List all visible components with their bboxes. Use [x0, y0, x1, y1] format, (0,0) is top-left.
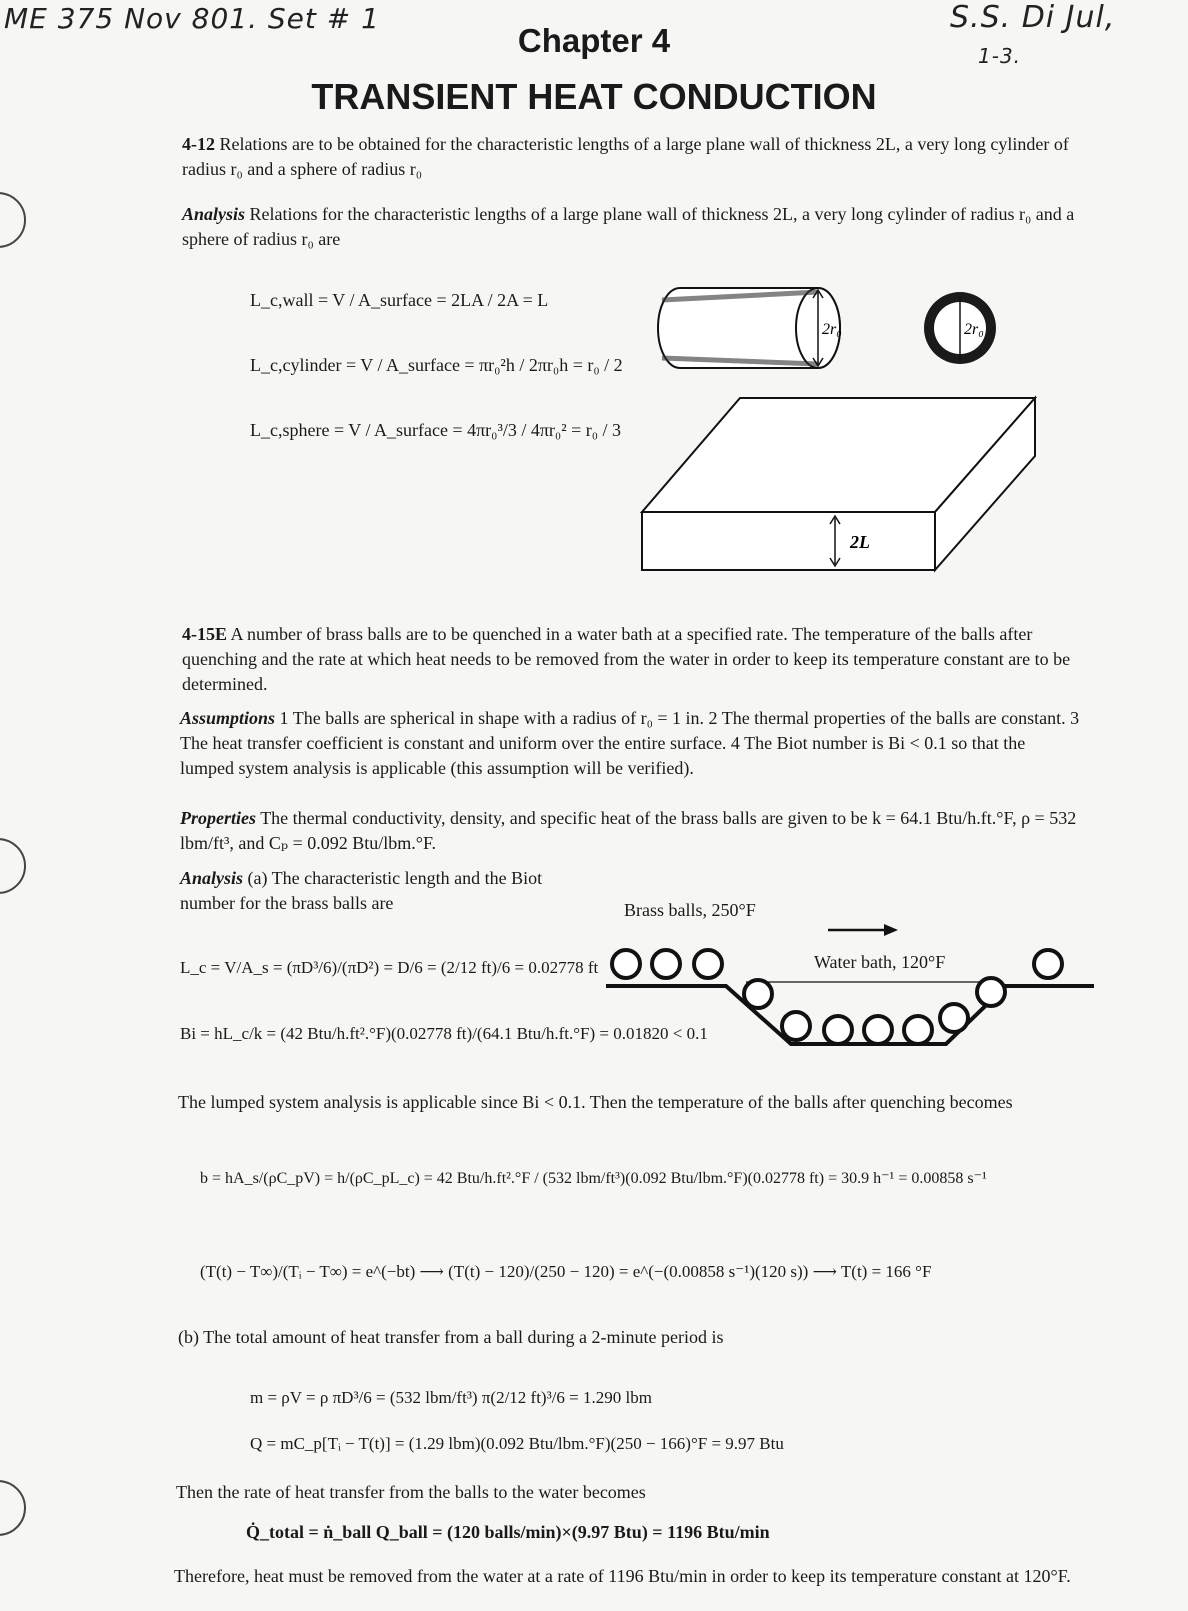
author-note: S.S. Di Jul,: [950, 0, 1116, 35]
equation-total-rate: Q̇_total = ṅ_ball Q_ball = (120 balls/min)×(9.97 Btu) = 1196 Btu/min: [246, 1522, 770, 1542]
equation-characteristic-length: L_c = V/A_s = (πD³/6)/(πD²) = D/6 = (2/12 ft)/6 = 0.02778 ft: [180, 958, 599, 977]
equation-lc-wall: L_c,wall = V / A_surface = 2LA / 2A = L: [250, 290, 549, 310]
rate-text: Then the rate of heat transfer from the balls to the water becomes: [176, 1482, 646, 1502]
analysis-text: Relations for the characteristic lengths of a large plane wall of thickness 2L, a very long cylinder of radius r₀ and a sphere of radius r₀ are: [182, 204, 1075, 249]
brass-ball: [652, 950, 680, 978]
chapter-heading: Chapter 4: [517, 22, 671, 59]
course-note: ME 375 Nov 801. Set # 1: [4, 2, 380, 35]
problem-text: Relations are to be obtained for the characteristic lengths of a large plane wall of thickness 2L, a very long cylinder of radius r₀ and a sphere of radius r₀: [182, 134, 1069, 179]
problem-number: 4-12: [182, 134, 215, 154]
assumptions-paragraph: [180, 706, 1082, 781]
page-title: TRANSIENT HEAT CONDUCTION: [311, 76, 877, 117]
brass-ball: [782, 1012, 810, 1040]
binder-hole-bottom: [0, 1480, 26, 1536]
brass-ball: [904, 1016, 932, 1044]
assumptions-text: 1 The balls are spherical in shape with a radius of r₀ = 1 in. 2 The thermal properties of the balls are constant. 3 The heat transfer coefficient is constant and uniform over the entire surface. 4 The Biot number is Bi < 0.1 so that the lumped system analysis is applicable (this assumption will be verified).: [180, 708, 1080, 778]
sphere-diameter-label: 2r₀: [964, 321, 984, 338]
geometry-figure: [640, 280, 1080, 600]
equation-heat: Q = mC_p[Tᵢ − T(t)] = (1.29 lbm)(0.092 Btu/lbm.°F)(250 − 166)°F = 9.97 Btu: [250, 1434, 784, 1453]
brass-balls-label: Brass balls, 250°F: [624, 900, 756, 920]
brass-ball: [824, 1016, 852, 1044]
binder-hole-top: [0, 192, 26, 248]
section-label: Analysis: [180, 868, 244, 888]
equation-lc-sphere: L_c,sphere = V / A_surface = 4πr₀³/3 / 4πr₀² = r₀ / 3: [250, 420, 622, 440]
problem-number: 4-15E: [182, 624, 227, 644]
equation-mass: m = ρV = ρ πD³/6 = (532 lbm/ft³) π(2/12 ft)³/6 = 1.290 lbm: [250, 1388, 652, 1407]
analysis-a-text: (a) The characteristic length and the Biot number for the brass balls are: [180, 868, 543, 913]
brass-ball: [940, 1004, 968, 1032]
wall-thickness-label: 2L: [850, 532, 870, 552]
properties-paragraph: [180, 806, 1082, 856]
brass-ball: [977, 978, 1005, 1006]
section-label: Analysis: [182, 204, 246, 224]
section-label: Assumptions: [180, 708, 276, 728]
equation-biot-number: Bi = hL_c/k = (42 Btu/h.ft².°F)(0.02778 ft)/(64.1 Btu/h.ft.°F) = 0.01820 < 0.1: [180, 1024, 708, 1043]
cylinder-diameter-label: 2r₀: [822, 321, 842, 338]
section-label: Properties: [180, 808, 256, 828]
equation-temperature: (T(t) − T∞)/(Tᵢ − T∞) = e^(−bt) ⟶ (T(t) − 120)/(250 − 120) = e^(−(0.00858 s⁻¹)(120 s)) ⟶ T(t) = 166 °F: [200, 1262, 932, 1281]
equation-lc-cylinder: L_c,cylinder = V / A_surface = πr₀²h / 2πr₀h = r₀ / 2: [250, 355, 623, 375]
brass-ball: [694, 950, 722, 978]
lumped-analysis-text: The lumped system analysis is applicable since Bi < 0.1. Then the temperature of the balls after quenching becomes: [178, 1092, 1013, 1112]
equation-b: b = hA_s/(ρC_pV) = h/(ρC_pL_c) = 42 Btu/h.ft².°F / (532 lbm/ft³)(0.092 Btu/lbm.°F)(0.02778 ft) = 30.9 h⁻¹ = 0.00858 s⁻¹: [200, 1170, 987, 1187]
brass-ball: [1034, 950, 1062, 978]
part-b-text: (b) The total amount of heat transfer from a ball during a 2-minute period is: [178, 1327, 724, 1347]
problem-4-15e-intro: [182, 622, 1082, 697]
conclusion-text: Therefore, heat must be removed from the water at a rate of 1196 Btu/min in order to keep its temperature constant at 120°F.: [174, 1566, 1071, 1586]
brass-ball: [744, 980, 772, 1008]
direction-arrow: [828, 924, 898, 936]
problem-text: A number of brass balls are to be quenched in a water bath at a specified rate. The temperature of the balls after quenching and the rate at which heat needs to be removed from the water in order to keep its temperature constant are to be determined.: [182, 624, 1071, 694]
brass-ball: [864, 1016, 892, 1044]
sphere-diagram: [924, 292, 996, 364]
water-bath-label: Water bath, 120°F: [814, 952, 946, 972]
properties-text: The thermal conductivity, density, and specific heat of the brass balls are given to be k = 64.1 Btu/h.ft.°F, ρ = 532 lbm/ft³, and Cₚ = 0.092 Btu/lbm.°F.: [180, 808, 1077, 853]
brass-ball: [612, 950, 640, 978]
cylinder-diagram: [658, 288, 842, 368]
pages-note: 1-3.: [978, 44, 1022, 68]
problem-4-12-analysis: [182, 202, 1082, 252]
plane-wall-diagram: [642, 398, 1035, 570]
problem-4-12-intro: [182, 132, 1082, 182]
analysis-a-paragraph: [180, 866, 570, 916]
binder-hole-middle: [0, 838, 26, 894]
